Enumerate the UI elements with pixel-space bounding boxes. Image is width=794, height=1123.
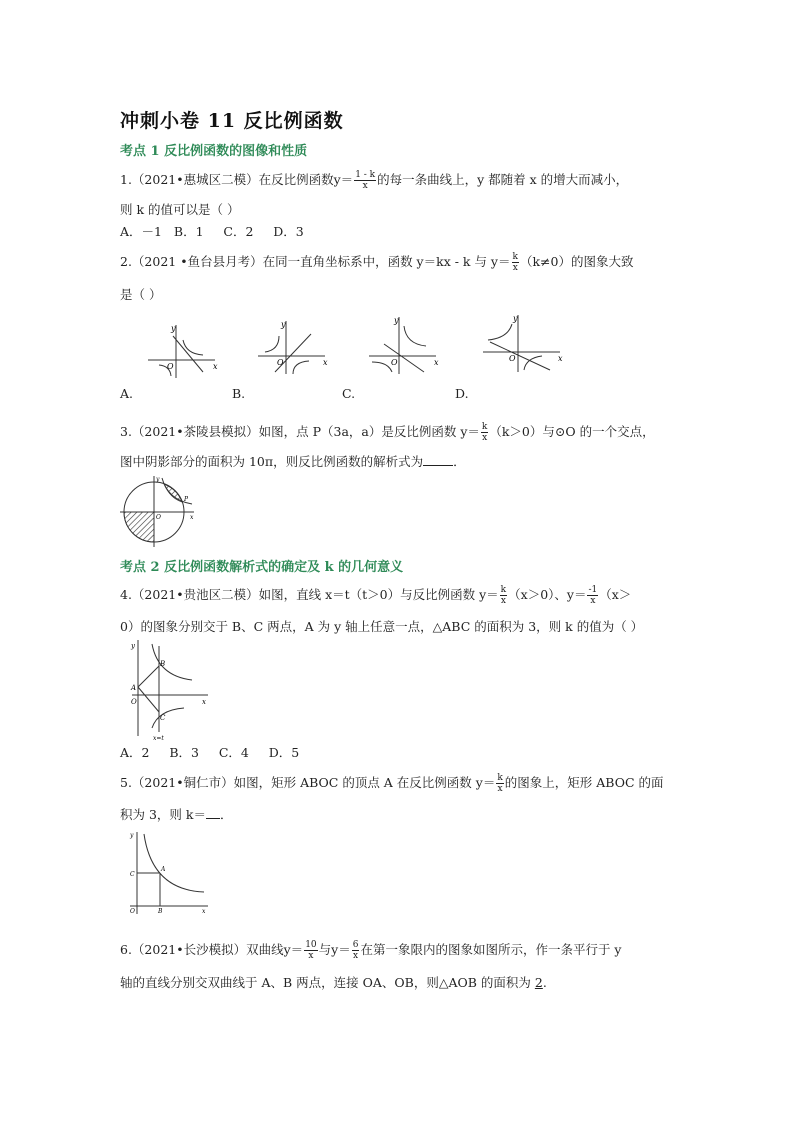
question-3 [120, 422, 655, 443]
q3-text-post: （k＞0）与⊙O 的一个交点， [489, 424, 655, 439]
q5-fraction [496, 773, 503, 794]
q1-frac-num: 1 - k [355, 170, 376, 180]
q1-frac-den: x [362, 181, 368, 191]
q5-label-c: C [130, 871, 135, 878]
q5-label-b: B [158, 908, 163, 915]
svg-text:O: O [391, 358, 398, 367]
svg-text:x: x [558, 354, 563, 363]
q4-figure [122, 640, 212, 742]
q2-line2: 是（ ） [120, 287, 162, 302]
q6-text-pre: 6.（2021•长沙模拟）双曲线y＝ [120, 942, 304, 957]
q3-label-o: O [156, 514, 161, 521]
q4-frac2-num: -1 [588, 585, 598, 595]
q5-answer-blank [206, 806, 220, 819]
svg-text:O: O [509, 354, 516, 363]
svg-text:y: y [513, 314, 518, 323]
svg-text:y: y [394, 316, 399, 325]
q4-label-xt: x=t [153, 735, 164, 742]
question-4 [120, 585, 631, 606]
q4-frac1-num: k [500, 585, 507, 595]
q6-frac1-num: 10 [305, 940, 317, 950]
q3-label-p: P [184, 496, 189, 503]
q2-option-c-label: C. [342, 386, 356, 401]
svg-text:O: O [167, 362, 174, 371]
q5-label-o: O [130, 908, 135, 915]
q2-graph-a [145, 322, 220, 382]
q1-options: A．－1 B．1 C．2 D．3 [120, 224, 304, 239]
svg-text:y: y [281, 320, 286, 329]
q1-text-post: 的每一条曲线上，y 都随着 x 的增大而减小， [377, 172, 629, 187]
q3-answer-blank [423, 453, 453, 466]
q4-line2: 0）的图象分别交于 B、C 两点，A 为 y 轴上任意一点，△ABC 的面积为 3，则 k 的值为（ ） [120, 619, 644, 634]
q6-line2-text: 轴的直线分别交双曲线于 A、B 两点，连接 OA、OB，则△AOB 的面积为 [120, 975, 535, 990]
q4-text-pre: 4.（2021•贵池区二模）如图，直线 x＝t（t＞0）与反比例函数 y＝ [120, 587, 499, 602]
q2-text-pre: 2.（2021 •鱼台县月考）在同一直角坐标系中，函数 y＝kx - k 与 y＝ [120, 254, 511, 269]
question-5 [120, 773, 664, 794]
question-1 [120, 170, 628, 191]
q5-frac-num: k [497, 773, 503, 783]
q6-fraction-1 [304, 940, 317, 961]
q6-line2-end: . [542, 975, 547, 990]
q4-label-c: C [160, 714, 166, 722]
q5-line2 [120, 805, 233, 825]
section-heading-1: 考点 1 反比例函数的图像和性质 [120, 144, 308, 159]
q2-text-post: （k≠0）的图象大致 [519, 254, 634, 269]
question-6 [120, 940, 621, 961]
svg-text:x: x [434, 358, 439, 367]
q4-label-o: O [131, 698, 137, 706]
q6-text-post: 在第一象限内的图象如图所示，作一条平行于 y [360, 942, 622, 957]
q3-text-pre: 3.（2021•茶陵县模拟）如图，点 P（3a，a）是反比例函数 y＝ [120, 424, 480, 439]
q5-text-post: 的图象上，矩形 ABOC 的面 [504, 775, 664, 790]
q5-label-x: x [202, 908, 206, 915]
svg-text:O: O [277, 358, 284, 367]
q6-text-mid: 与y＝ [318, 942, 351, 957]
q5-figure [122, 830, 212, 918]
q2-frac-num: k [512, 252, 518, 262]
q1-text-pre: 1.（2021•惠城区二模）在反比例函数y＝ [120, 172, 354, 187]
q3-line2 [120, 452, 466, 472]
q4-options: A．2 B．3 C．4 D．5 [120, 745, 300, 760]
page-title: 冲刺小卷 11 反比例函数 [120, 110, 344, 132]
q4-label-x: x [202, 698, 206, 706]
svg-text:x: x [323, 358, 328, 367]
q6-frac2-num: 6 [352, 940, 359, 950]
q3-label-y: y [156, 476, 160, 483]
q3-line2-text: 图中阴影部分的面积为 10π，则反比例函数的解析式为 [120, 454, 424, 469]
q2-option-a-label: A. [120, 386, 134, 401]
q4-label-b: B [160, 660, 166, 668]
q4-text-post: （x＞ [599, 587, 632, 602]
q6-answer: 2 [534, 975, 543, 990]
q4-frac2-den: x [590, 596, 596, 606]
q3-fraction [481, 422, 488, 443]
q4-frac1-den: x [500, 596, 506, 606]
svg-text:y: y [171, 324, 176, 333]
q6-frac2-den: x [353, 951, 359, 961]
q2-graph-c [366, 314, 441, 376]
q2-graph-b [255, 318, 330, 378]
q2-option-d-label: D. [455, 386, 469, 401]
q5-line2-text: 积为 3，则 k＝ [120, 807, 206, 822]
section-heading-2: 考点 2 反比例函数解析式的确定及 k 的几何意义 [120, 560, 404, 575]
q6-frac1-den: x [308, 951, 314, 961]
q3-line2-end: ． [453, 454, 466, 469]
q5-text-pre: 5.（2021•铜仁市）如图，矩形 ABOC 的顶点 A 在反比例函数 y＝ [120, 775, 496, 790]
q4-fraction-2 [587, 585, 598, 606]
q4-fraction-1 [500, 585, 507, 606]
q3-figure [118, 474, 198, 549]
q6-line2 [120, 973, 547, 993]
question-2 [120, 252, 633, 273]
q1-fraction [354, 170, 376, 191]
q3-frac-num: k [481, 422, 488, 432]
q2-fraction [512, 252, 519, 273]
q4-label-a: A [131, 684, 137, 692]
q3-frac-den: x [482, 433, 488, 443]
q4-text-mid: （x＞0）、y＝ [508, 587, 587, 602]
q5-label-a: A [161, 866, 166, 873]
q4-label-y: y [131, 642, 135, 650]
q2-frac-den: x [512, 263, 518, 273]
q3-label-x: x [190, 514, 194, 521]
svg-text:x: x [213, 362, 218, 371]
q5-line2-end: ． [219, 807, 233, 822]
q6-fraction-2 [352, 940, 360, 961]
q5-label-y: y [130, 832, 134, 839]
q1-line2: 则 k 的值可以是（ ） [120, 202, 240, 217]
q2-graph-d [480, 312, 565, 374]
q5-frac-den: x [497, 784, 503, 794]
q2-option-b-label: B. [232, 386, 246, 401]
